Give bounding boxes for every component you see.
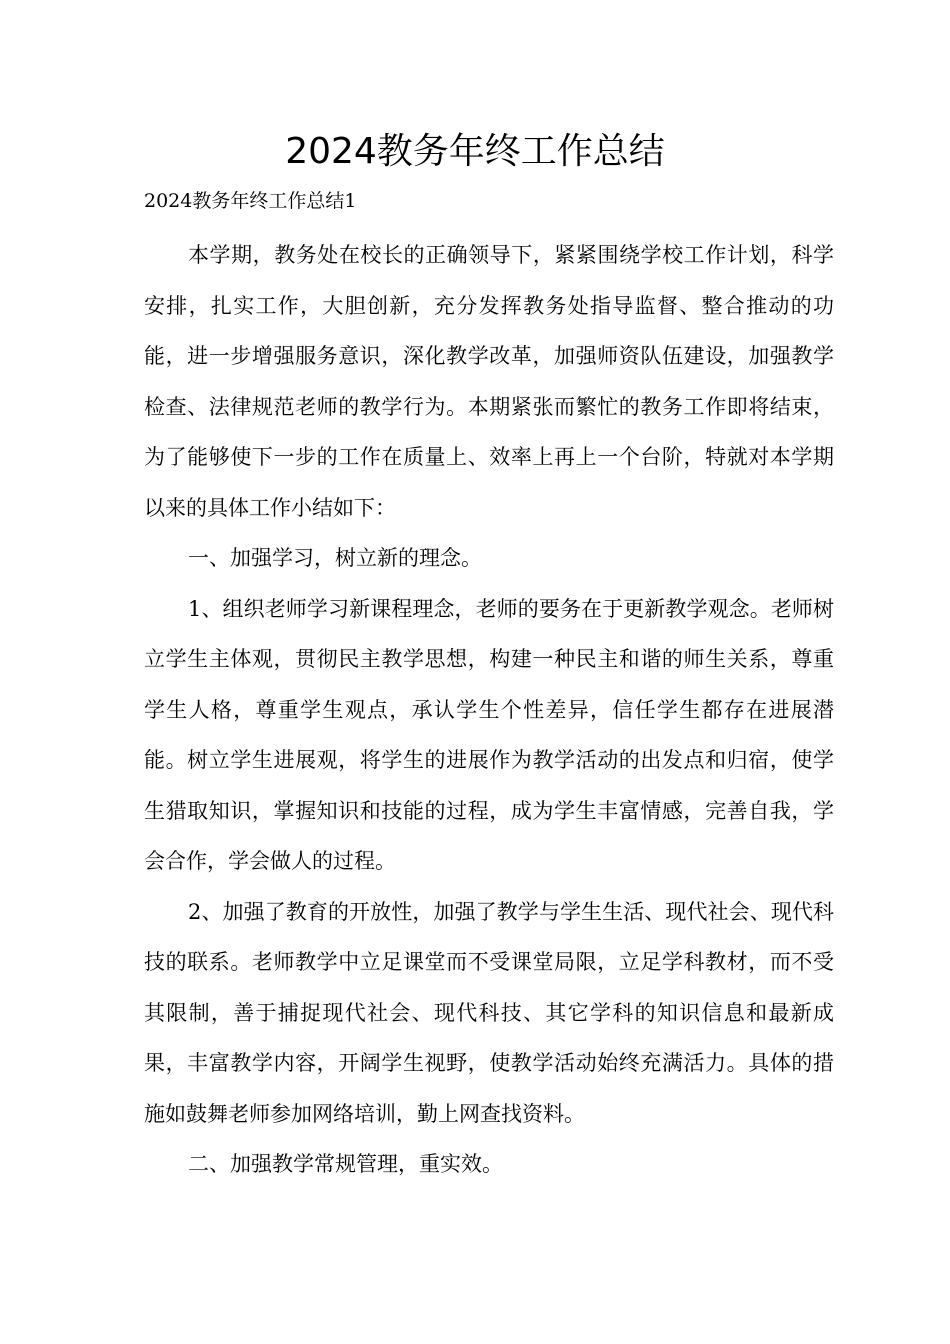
paragraph-item-1: 1、组织老师学习新课程理念，老师的要务在于更新教学观念。老师树立学生主体观，贯彻民主教学思想，构建一种民主和谐的师生关系，尊重学生人格，尊重学生观点，承认学生个性差异，信任学生都存在进展潜能。树立学生进展观，将学生的进展作为教学活动的出发点和归宿，使学生猎取知识，掌握知识和技能的过程，成为学生丰富情感，完善自我，学会合作，学会做人的过程。 xyxy=(144,596,834,873)
section-heading-1: 一、加强学习，树立新的理念。 xyxy=(188,546,482,570)
paragraph-intro: 本学期，教务处在校长的正确领导下，紧紧围绕学校工作计划，科学安排，扎实工作，大胆创新，充分发挥教务处指导监督、整合推动的功能，进一步增强服务意识，深化教学改革，加强师资队伍建设，加强教学检查、法律规范老师的教学行为。本期紧张而繁忙的教务工作即将结束，为了能够使下一步的工作在质量上、效率上再上一个台阶，特就对本学期以来的具体工作小结如下： xyxy=(144,243,834,520)
paragraph-item-2: 2、加强了教育的开放性，加强了教学与学生生活、现代社会、现代科技的联系。老师教学中立足课堂而不受课堂局限，立足学科教材，而不受其限制，善于捕捉现代社会、现代科技、其它学科的知识信息和最新成果，丰富教学内容，开阔学生视野，使教学活动始终充满活力。具体的措施如鼓舞老师参加网络培训，勤上网查找资料。 xyxy=(144,899,834,1126)
section-heading-2: 二、加强教学常规管理，重实效。 xyxy=(188,1152,503,1176)
document-subtitle: 2024教务年终工作总结1 xyxy=(144,190,357,212)
document-title: 2024教务年终工作总结 xyxy=(285,131,665,172)
document-body xyxy=(144,230,834,1190)
